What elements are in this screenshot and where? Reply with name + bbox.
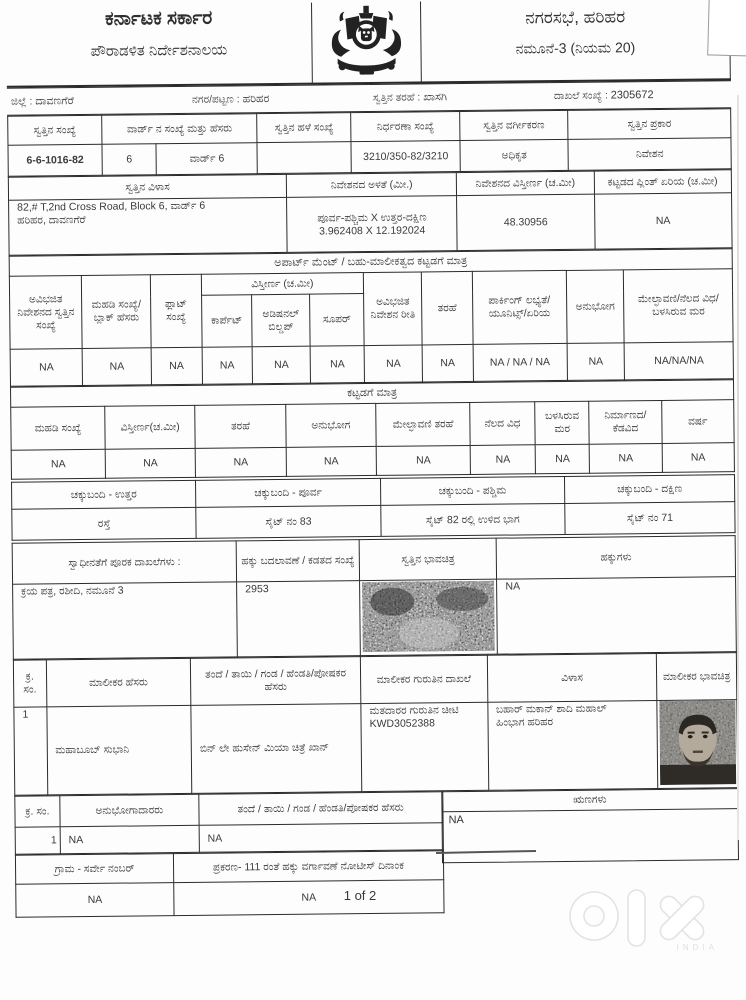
owner-relation-value: ಬಿನ್ ಲೇ ಹುಸೇನ್ ಮಿಯಾ ಚಿತ್ರೆ ಖಾನ್ (191, 704, 362, 794)
emblem-box (311, 1, 422, 82)
occupant-sl-value: 1 (15, 827, 60, 854)
address-value (9, 197, 288, 255)
apt-undivided-site-no-header: ಅವಿಭಜಿತ ನಿವೇಶನದ ಸ್ವತ್ತಿನ ಸಂಖ್ಯೆ (9, 276, 82, 350)
bld-value: NA (105, 448, 196, 478)
bld-value: NA (286, 446, 377, 476)
liabilities-value: NA (448, 814, 464, 827)
apt-value: NA (310, 346, 365, 384)
old-no-value (257, 142, 351, 174)
record-number-value: 2305672 (610, 88, 654, 101)
apt-builtup-header: ಅಡಿಷನಲ್ ಬಿಲ್ಡಪ್ (252, 294, 310, 347)
record-number-label: ದಾಖಲೆ ಸಂಖ್ಯೆ : (553, 88, 608, 102)
apartment-section-title: ಅಪಾರ್ಟ್ ಮೆಂಟ್ / ಬಹು-ಮಾಲೀಕತ್ವದ ಕಟ್ಟಡಗೆ ಮಾತ್ರ (9, 249, 732, 277)
mutation-file-value: 2953 (237, 581, 361, 657)
apt-floor-block-header: ಮಹಡಿ ಸಂಖ್ಯೆ/ಬ್ಲಾಕ್ ಹೆಸರು (82, 275, 151, 349)
record-number-cell (550, 81, 731, 110)
owner-address-line2: ಹಿಂಭಾಗ ಹರಿಹರ (496, 716, 554, 729)
owners-table (13, 652, 738, 796)
bld-built-demolished-header: ನಿರ್ಮಾಣದ/ಕೆಡವಿದ (589, 400, 662, 444)
bld-value: NA (662, 443, 735, 473)
property-number-table (7, 108, 732, 177)
boundary-east-header: ಚಕ್ಕುಬಂದಿ - ಪೂರ್ವ (196, 478, 381, 507)
apt-value: NA (10, 349, 83, 387)
building-section-title: ಕಟ್ಟಡಗೆ ಮಾತ್ರ (11, 380, 734, 408)
boundary-west-value: ಸೈಟ್ 82 ರಲ್ಲಿ ಉಳಿದ ಭಾಗ (380, 503, 565, 536)
town-value: ಹರಿಹರ (242, 92, 270, 105)
address-header: ಸ್ವತ್ತಿನ ವಿಳಾಸ (8, 174, 287, 200)
rights-header: ಹಕ್ಕುಗಳು (497, 536, 736, 579)
rights-value: NA (497, 577, 736, 654)
occupant-relation-header: ತಂದೆ / ತಾಯಿ / ಗಂಡ / ಹೆಂಡತಿ/ಪೋಷಕರ ಹೆಸರು (199, 792, 443, 826)
bld-year-header: ವರ್ಷ (661, 400, 734, 444)
header-right (421, 0, 731, 84)
village-survey-header: ಗ್ರಾಮ - ಸರ್ವೇ ನಂಬರ್ (15, 854, 173, 885)
site-area-header: ನಿವೇಶನದ ವಿಸ್ತೀರ್ಣ (ಚ.ಮೀ) (457, 171, 595, 195)
apt-value: NA/NA/NA (625, 342, 734, 380)
site-measure-header: ನಿವೇಶನದ ಅಳತೆ (ಮೀ.) (287, 173, 457, 198)
owner-id-header: ಮಾಲೀಕರ ಗುರುತಿನ ದಾಖಲೆ (360, 655, 487, 703)
boundary-south-value: ಸೈಟ್ ನಂ 71 (565, 502, 735, 535)
boundary-north-value: ರಸ್ತೆ (12, 507, 197, 540)
owner-address-line1: ಬಹಾರ್ ಮಕಾನ್ ಶಾದಿ ಮಹಾಲ್ (495, 702, 607, 716)
department-title: ಪೌರಾಡಳಿತ ನಿರ್ದೇಶನಾಲಯ (90, 41, 228, 60)
apt-carpet-header: ಕಾರ್ಪೆಟ್ (201, 295, 252, 348)
apt-value: NA (252, 346, 310, 384)
apt-type-header: ತರಹೆ (421, 271, 472, 345)
property-photo-image (362, 580, 495, 651)
owner-portrait-image (659, 700, 736, 785)
apt-super-header: ಸೂಪರ್ (310, 294, 365, 347)
owner-address-value (487, 701, 658, 791)
header-left (6, 3, 312, 86)
apt-value: NA (567, 343, 625, 381)
bld-value: NA (590, 443, 663, 473)
property-kind-cell (369, 83, 550, 112)
property-type-value: ನಿವೇಶನ (568, 138, 731, 171)
plinth-area-value: NA (594, 193, 732, 249)
boundaries-table (11, 474, 736, 541)
bld-area-header: ವಿಸ್ತೀರ್ಣ(ಚ.ಮೀ) (105, 405, 196, 449)
bld-value: NA (376, 445, 470, 475)
owner-name-value: ಮಹಾಬೂಬ್ ಸುಭಾನಿ (46, 705, 192, 795)
boundary-south-header: ಚಕ್ಕುಬಂದಿ - ದಕ್ಷಿಣ (565, 475, 735, 504)
owner-photo-header: ಮಾಲೀಕರ ಭಾವಚಿತ್ರ (657, 653, 737, 701)
bld-value: NA (470, 445, 535, 475)
town-label: ನಗರ/ಪಟ್ಟಣ : (191, 92, 240, 106)
bld-value: NA (11, 449, 105, 479)
supporting-docs-header: ಸ್ವಾಧೀನತೆಗೆ ಪೂರಕ ದಾಖಲೆಗಳು : (12, 541, 237, 584)
property-kind-label: ಸ್ವತ್ತಿನ ತರಹೆ : (372, 90, 421, 104)
survey-table (15, 850, 444, 917)
building-table (10, 379, 735, 480)
owner-id-value (361, 702, 488, 791)
owner-sl-header: ಕ್ರ. ಸಂ. (13, 660, 46, 707)
bld-value: NA (535, 444, 590, 474)
occupant-sl-header: ಕ್ರ. ಸಂ. (15, 796, 60, 827)
measure-dimensions: 3.962408 X 12.192024 (318, 223, 426, 238)
village-survey-value: NA (16, 883, 175, 918)
case-notice-header: ಪ್ರಕರಣ- 111 ರಂತೆ ಹಕ್ಕು ವರ್ಗಾವಣೆ ನೋಟೀಸ್ ದಿನಾಂಕ (174, 851, 444, 883)
khata-form (6, 0, 740, 918)
olx-watermark (564, 888, 724, 952)
bld-floor-no-header: ಮಹಡಿ ಸಂಖ್ಯೆ (11, 406, 105, 450)
old-no-header: ಸ್ವತ್ತಿನ ಹಳೆ ಸಂಖ್ಯೆ (257, 113, 351, 143)
property-photo-header: ಸ್ವತ್ತಿನ ಭಾವಚಿತ್ರ (359, 538, 497, 580)
scan-page-edge (737, 95, 739, 840)
government-title: ಕರ್ನಾಟಕ ಸರ್ಕಾರ (104, 7, 213, 30)
bld-value: NA (196, 447, 287, 477)
apt-parking-header: ಪಾರ್ಕಿಂಗ್ ಲಭ್ಯತೆ/ಯೂನಿಟ್ಸ್/ಏರಿಯ (472, 270, 567, 344)
document-header (6, 0, 731, 88)
occupant-name-header: ಅನುಭೋಗಾದಾರರು (60, 794, 199, 826)
owner-id-number: KWD3052388 (369, 717, 436, 731)
property-type-header: ಸ್ವತ್ತಿನ ಪ್ರಕಾರ (568, 109, 731, 140)
apt-usage-header: ಅನುಭೋಗ (566, 270, 625, 344)
page-number: 1 of 2 (343, 888, 377, 903)
boundary-west-header: ಚಕ್ಕುಬಂದಿ - ಪಶ್ಚಿಮ (380, 476, 565, 505)
district-cell (7, 86, 188, 115)
scan-corner-artifact (707, 0, 746, 57)
classification-value: ಅಧಿಕೃತ (460, 139, 569, 171)
ward-name-value: ವಾರ್ಡ್ 6 (156, 143, 258, 175)
occupant-relation-value: NA (199, 823, 443, 853)
apt-undivided-share-header: ಅವಿಭಜಿತ ನಿವೇಶನ ರೀತಿ (364, 272, 423, 346)
town-cell (188, 84, 369, 113)
owner-id-type: ಮತದಾರರ ಗುರುತಿನ ಚೀಟಿ (369, 704, 459, 718)
bld-type-header: ತರಹೆ (195, 404, 286, 448)
apt-value: NA (364, 345, 422, 383)
apt-value: NA (422, 344, 473, 382)
site-area-value: 48.30956 (457, 194, 595, 250)
apt-flat-no-header: ಫ್ಲಾಟ್ ಸಂಖ್ಯೆ (150, 274, 201, 348)
ward-no-value: 6 (102, 144, 157, 176)
classification-header: ಸ್ವತ್ತಿನ ವರ್ಗೀಕರಣ (459, 110, 568, 140)
property-photo (360, 579, 498, 655)
owner-sl-value: 1 (14, 707, 47, 795)
measure-direction: ಪೂರ್ವ-ಪಶ್ಚಿಮ X ಉತ್ತರ-ದಕ್ಷಿಣ (317, 210, 427, 225)
apt-value: NA / NA / NA (473, 343, 567, 381)
property-no-value: 6-6-1016-82 (8, 144, 102, 176)
apartment-table (9, 248, 734, 387)
bld-roof-type-header: ಮೇಲ್ಛಾವಣಿ ತರಹೆ (376, 402, 470, 446)
occupant-name-value: NA (60, 825, 199, 853)
owner-address-header: ವಿಳಾಸ (487, 654, 657, 703)
site-measure-value (287, 196, 457, 253)
assessment-no-header: ನಿರ್ಧರಣಾ ಸಂಖ್ಯೆ (351, 112, 460, 142)
plinth-area-header: ಕಟ್ಟಡದ ಪ್ಲಿಂತ್ ಏರಿಯ (ಚ.ಮೀ) (594, 170, 732, 194)
olx-india-label: INDIA (676, 943, 718, 952)
apt-area-group-header: ವಿಸ್ತೀರ್ಣ (ಚ.ಮೀ) (201, 273, 364, 296)
address-line2: ಹರಿಹರ, ದಾವಣಗೆರೆ (17, 213, 86, 227)
apt-value: NA (151, 347, 202, 385)
bld-floor-kind-header: ನೆಲದ ವಿಧ (470, 402, 536, 446)
owner-relation-header: ತಂದೆ / ತಾಯಿ / ಗಂಡ / ಹೆಂಡತಿ/ಪೋಷಕರ ಹೆಸರು (190, 657, 360, 706)
property-kind-value: ಖಾಸಗಿ (423, 90, 448, 103)
district-value: ದಾವಣಗೆರೆ (35, 94, 74, 107)
apt-roof-floor-wood-header: ಮೇಲ್ಛಾವಣಿ/ನೆಲದ ವಿಧ/ಬಳಸಿರುವ ಮರ (624, 269, 733, 343)
bld-wood-used-header: ಬಳಸಿರುವ ಮರ (535, 401, 590, 445)
owner-photo (657, 700, 737, 789)
case-notice-value: NA (174, 880, 444, 916)
occupants-table (14, 791, 443, 854)
documents-table (12, 535, 737, 660)
form-number-title: ನಮೂನೆ-3 (ನಿಯಮ 20) (515, 39, 636, 57)
boundary-north-header: ಚಕ್ಕುಬಂದಿ - ಉತ್ತರ (12, 480, 197, 509)
assessment-no-value: 3210/350-82/3210 (351, 141, 460, 173)
mutation-file-header: ಹಕ್ಕು ಬದಲಾವಣೆ / ಕಡತದ ಸಂಖ್ಯೆ (236, 540, 359, 582)
ward-header: ವಾರ್ಡ್ ನ ಸಂಖ್ಯೆ ಮತ್ತು ಹೆಸರು (102, 114, 258, 145)
address-table (8, 169, 733, 256)
municipality-title: ನಗರಸಭೆ, ಹರಿಹರ (525, 7, 626, 28)
apt-value: NA (82, 348, 151, 386)
karnataka-emblem-icon (322, 4, 411, 81)
liabilities-header: ಋಣಗಳು (442, 789, 737, 812)
address-line1: 82,# T,2nd Cross Road, Block 6, ವಾರ್ಡ್ 6 (17, 199, 206, 214)
supporting-docs-value: ಕ್ರಯ ಪತ್ರ, ರಶೀದಿ, ನಮೂನೆ 3 (13, 582, 238, 659)
district-label: ಜಿಲ್ಲೆ : (10, 95, 33, 108)
property-no-header: ಸ್ವತ್ತಿನ ಸಂಖ್ಯೆ (8, 115, 102, 145)
apt-value: NA (202, 347, 253, 385)
bld-usage-header: ಅನುಭೋಗ (285, 403, 376, 447)
boundary-east-value: ಸೈಟ್ ನಂ 83 (196, 505, 381, 538)
owner-name-header: ಮಾಲೀಕರ ಹೆಸರು (46, 658, 191, 707)
